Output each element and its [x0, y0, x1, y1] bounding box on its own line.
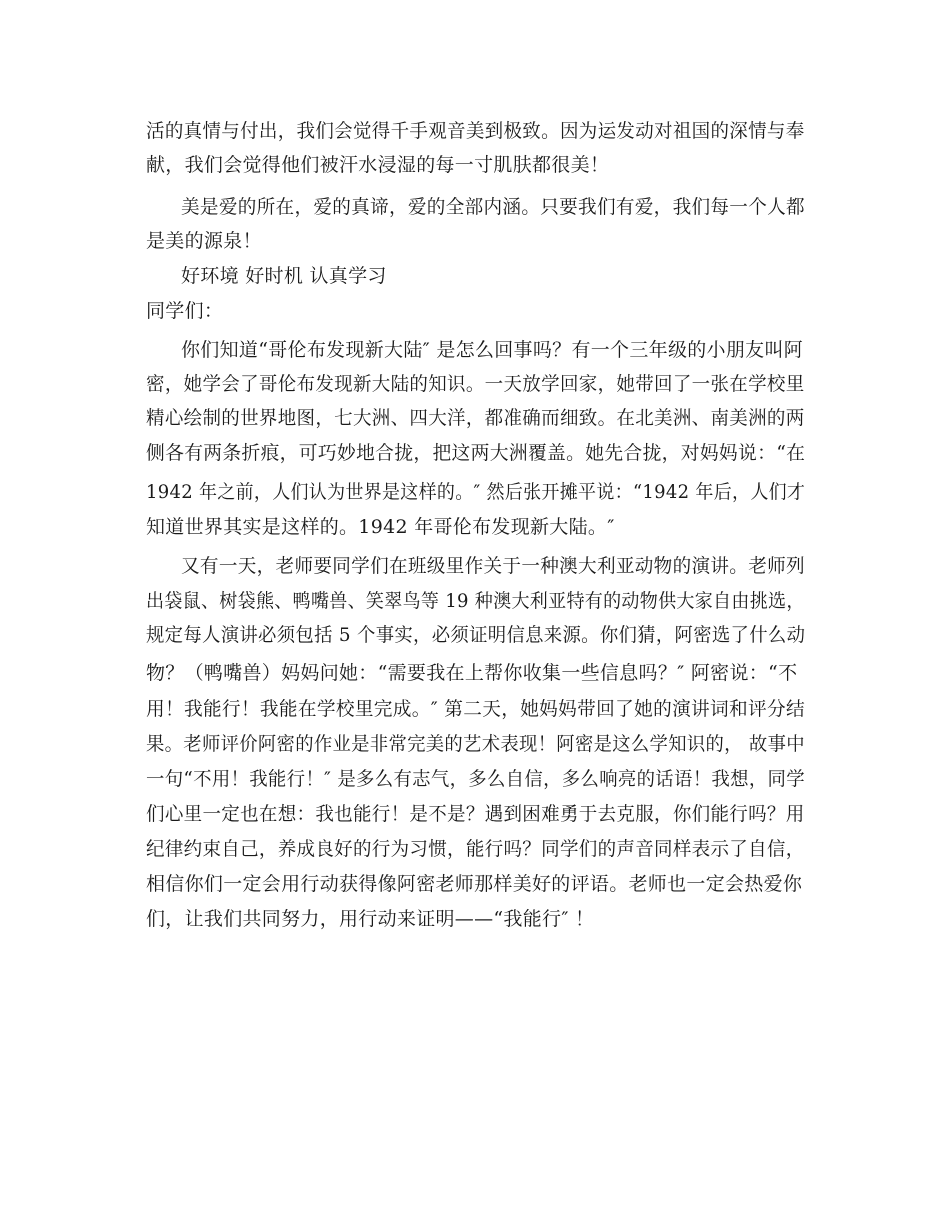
paragraph-line: 出袋鼠、树袋熊、鸭嘴兽、笑翠鸟等 19 种澳大利亚特有的动物供大家自由挑选，	[146, 590, 805, 612]
paragraph-line: 美是爱的所在，爱的真谛，爱的全部内涵。只要我们有爱，我们每一个人都	[181, 196, 805, 218]
paragraph-line: 知道世界其实是这样的。1942 年哥伦布发现新大陆。″	[146, 516, 615, 538]
paragraph-line: 你们知道“哥伦布发现新大陆″ 是怎么回事吗？有一个三年级的小朋友叫阿	[181, 339, 804, 361]
paragraph-line: 果。老师评价阿密的作业是非常完美的艺术表现！阿密是这么学知识的， 故事中	[146, 733, 805, 755]
paragraph-line: 活的真情与付出，我们会觉得千手观音美到极致。因为运发动对祖国的深情与奉	[146, 120, 805, 142]
paragraph-line: 们心里一定也在想：我也能行！是不是？遇到困难勇于去克服，你们能行吗？用	[146, 803, 805, 825]
paragraph-line: 规定每人演讲必须包括 5 个事实，必须证明信息来源。你们猜，阿密选了什么动	[146, 624, 806, 646]
paragraph-line: 一句“不用！我能行！″ 是多么有志气，多么自信，多么响亮的话语！我想，同学	[146, 768, 805, 790]
paragraph-line: 密，她学会了哥伦布发现新大陆的知识。一天放学回家，她带回了一张在学校里	[146, 373, 805, 395]
paragraph-line: 侧各有两条折痕，可巧妙地合拢，把这两大洲覆盖。她先合拢，对妈妈说：“在	[146, 442, 806, 464]
paragraph-line: 们，让我们共同努力，用行动来证明——“我能行″ ！	[146, 908, 595, 930]
paragraph-line: 是美的源泉！	[146, 230, 262, 252]
paragraph-line: 相信你们一定会用行动获得像阿密老师那样美好的评语。老师也一定会热爱你	[146, 873, 803, 895]
section-heading: 好环境 好时机 认真学习	[181, 265, 387, 287]
paragraph-line: 用！我能行！我能在学校里完成。″ 第二天，她妈妈带回了她的演讲词和评分结	[146, 698, 805, 720]
paragraph-line: 物？（鸭嘴兽）妈妈问她：“需要我在上帮你收集一些信息吗？″ 阿密说：“不	[146, 662, 798, 684]
salutation: 同学们：	[146, 300, 224, 322]
paragraph-line: 1942 年之前，人们认为世界是这样的。″ 然后张开摊平说：“1942 年后，人们才	[146, 481, 806, 503]
paragraph-line: 精心绘制的世界地图，七大洲、四大洋，都准确而细致。在北美洲、南美洲的两	[146, 407, 805, 429]
paragraph-line: 纪律约束自己，养成良好的行为习惯，能行吗？同学们的声音同样表示了自信，	[146, 838, 805, 860]
paragraph-line: 献，我们会觉得他们被汗水浸湿的每一寸肌肤都很美！	[146, 154, 610, 176]
paragraph-line: 又有一天，老师要同学们在班级里作关于一种澳大利亚动物的演讲。老师列	[181, 555, 805, 577]
